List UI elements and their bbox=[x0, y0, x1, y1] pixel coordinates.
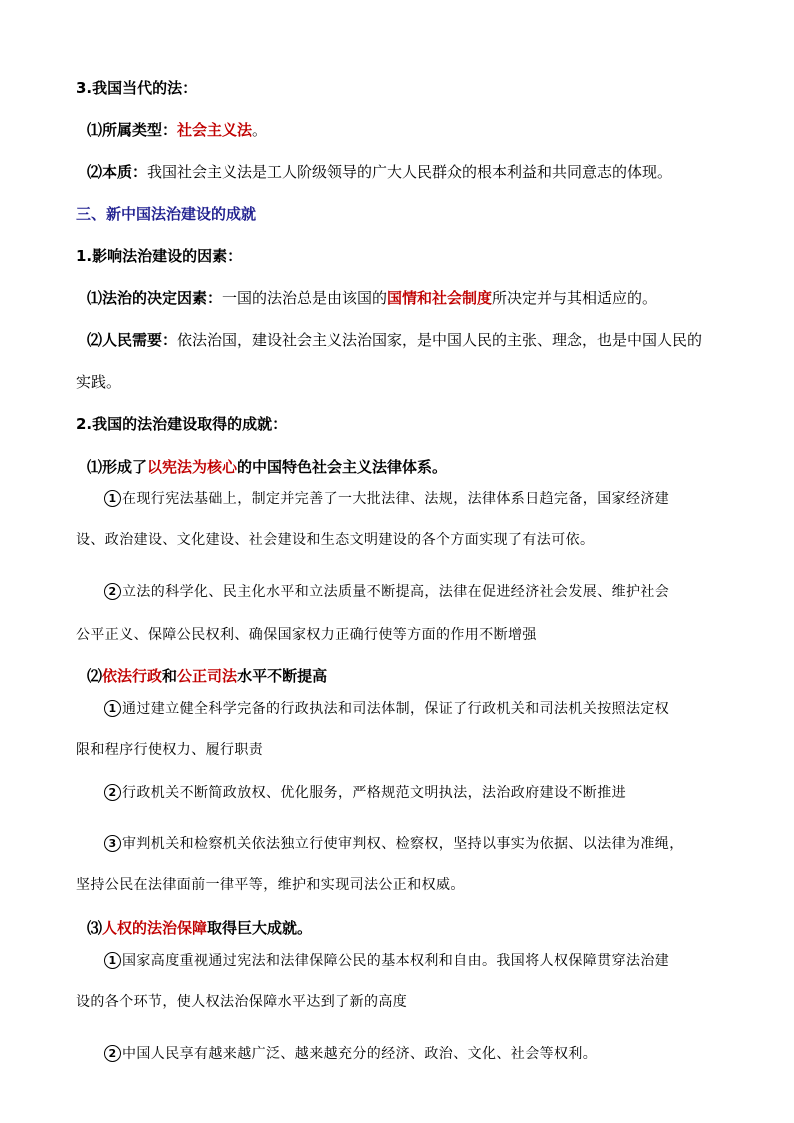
item-1-point-1-cont: 设、政治建设、文化建设、社会建设和生态文明建设的各个方面实现了有法可依。 bbox=[76, 532, 595, 548]
text: 行政机关不断简政放权、优化服务，严格规范文明执法，法治政府建设不断推进 bbox=[122, 785, 626, 801]
text: 和 bbox=[162, 667, 178, 685]
text: 通过建立健全科学完备的行政执法和司法体制，保证了行政机关和司法机关按照法定权 bbox=[122, 701, 670, 717]
text: ⑴形成了 bbox=[87, 458, 148, 476]
paragraph-decisive bbox=[87, 287, 657, 309]
highlight: 国情和社会制度 bbox=[387, 289, 493, 307]
paragraph-essence bbox=[87, 161, 672, 183]
item-2-point-3 bbox=[104, 833, 684, 855]
label: ⑴法治的决定因素： bbox=[87, 289, 223, 307]
circled-number: 1 bbox=[104, 952, 121, 969]
item-3-heading bbox=[87, 917, 312, 939]
text: 取得巨大成就。 bbox=[207, 919, 313, 937]
item-3-point-1 bbox=[104, 950, 669, 972]
highlight: 社会主义法 bbox=[177, 121, 253, 139]
item-1-heading bbox=[87, 456, 447, 478]
text: 中国人民享有越来越广泛、越来越充分的经济、政治、文化、社会等权利。 bbox=[122, 1046, 598, 1062]
circled-number: 2 bbox=[104, 583, 121, 600]
text: 国家高度重视通过宪法和法律保障公民的基本权利和自由。我国将人权保障贯穿法治建 bbox=[122, 953, 670, 969]
text: 所决定并与其相适应的。 bbox=[492, 289, 658, 307]
label: ⑵本质： bbox=[87, 163, 148, 181]
highlight: 以宪法为核心 bbox=[147, 458, 238, 476]
highlight: 公正司法 bbox=[177, 667, 238, 685]
text: 的中国特色社会主义法律体系。 bbox=[237, 458, 448, 476]
text: ⑵ bbox=[87, 667, 103, 685]
text: 我国社会主义法是工人阶级领导的广大人民群众的根本利益和共同意志的体现。 bbox=[147, 163, 673, 181]
item-3-point-1-cont: 设的各个环节，使人权法治保障水平达到了新的高度 bbox=[76, 994, 408, 1010]
subheading-achievements: 2.我国的法治建设取得的成就： bbox=[76, 415, 288, 433]
section-heading-3: 3.我国当代的法： bbox=[76, 79, 198, 97]
circled-number: 1 bbox=[104, 490, 121, 507]
item-2-point-1 bbox=[104, 698, 669, 720]
circled-number: 1 bbox=[104, 700, 121, 717]
section-heading-three: 三、新中国法治建设的成就 bbox=[76, 205, 257, 223]
text: 立法的科学化、民主化水平和立法质量不断提高，法律在促进经济社会发展、维护社会 bbox=[122, 584, 670, 600]
item-2-point-3-cont: 坚持公民在法律面前一律平等，维护和实现司法公正和权威。 bbox=[76, 877, 465, 893]
paragraph-type bbox=[87, 119, 267, 141]
highlight: 人权的法治保障 bbox=[102, 919, 208, 937]
label: ⑵人民需要： bbox=[87, 331, 178, 349]
text: ⑶ bbox=[87, 919, 103, 937]
paragraph-needs bbox=[87, 329, 702, 351]
item-2-point-2 bbox=[104, 782, 626, 804]
punct: 。 bbox=[252, 121, 268, 139]
item-2-heading bbox=[87, 665, 327, 687]
item-2-point-1-cont: 限和程序行使权力、履行职责 bbox=[76, 742, 264, 758]
highlight: 依法行政 bbox=[102, 667, 163, 685]
item-1-point-1 bbox=[104, 488, 669, 510]
label: ⑴所属类型： bbox=[87, 121, 178, 139]
item-1-point-2 bbox=[104, 581, 669, 603]
text: 依法治国，建设社会主义法治国家，是中国人民的主张、理念，也是中国人民的 bbox=[177, 331, 703, 349]
circled-number: 2 bbox=[104, 784, 121, 801]
item-1-point-2-cont: 公平正义、保障公民权利、确保国家权力正确行使等方面的作用不断增强 bbox=[76, 627, 537, 643]
text: 一国的法治总是由该国的 bbox=[222, 289, 388, 307]
paragraph-needs-cont: 实践。 bbox=[76, 373, 122, 391]
text: 水平不断提高 bbox=[237, 667, 328, 685]
subheading-factors: 1.影响法治建设的因素： bbox=[76, 247, 243, 265]
item-3-point-2 bbox=[104, 1043, 597, 1065]
text: 审判机关和检察机关依法独立行使审判权、检察权，坚持以事实为依据、以法律为准绳， bbox=[122, 836, 684, 852]
text: 在现行宪法基础上，制定并完善了一大批法律、法规，法律体系日趋完备，国家经济建 bbox=[122, 491, 670, 507]
circled-number: 2 bbox=[104, 1045, 121, 1062]
circled-number: 3 bbox=[104, 835, 121, 852]
